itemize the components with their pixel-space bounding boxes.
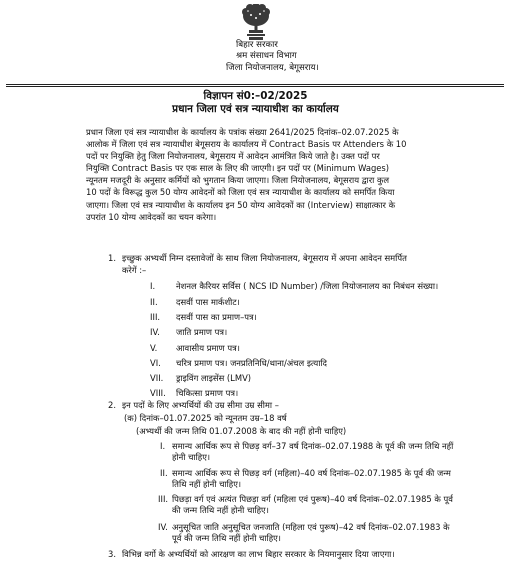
- doc-number: VII.: [150, 373, 164, 383]
- intro-line: उपरांत 10 योग्य आवेदकों का चयन करेगा।: [86, 211, 217, 222]
- doc-item: चरित्र प्रमाण पत्र। जनप्रतिनिधि/थाना/अंचल इत्यादि: [176, 358, 328, 368]
- age-min-label: (क) दिनांक–01.07.2025 को न्यूनतम उम्र–18 वर्ष: [124, 413, 287, 423]
- advertisement-number: विज्ञापन सं0:–02/2025: [203, 90, 308, 102]
- doc-item: जाति प्रमाण पत्र।: [176, 327, 228, 337]
- doc-number: I.: [150, 281, 156, 291]
- doc-item: दसवीं पास मार्कशीट।: [176, 297, 240, 307]
- intro-line: प्रधान जिला एवं सत्र न्यायाधीश के कार्यालय के पत्रांक संख्या 2641/2025 दिनांक–02.07.2025 के: [86, 127, 399, 137]
- doc-number: VI.: [150, 358, 161, 368]
- doc-number: VIII.: [150, 388, 166, 398]
- doc-item: ड्राइविंग लाइसेंस (LMV): [176, 373, 252, 383]
- doc-number: II.: [150, 297, 158, 307]
- intro-line: पदों पर नियुक्ति हेतु जिला नियोजनालय, बेगूसराय में आवेदन आमंत्रित किये जाते है। उक्त पदों पर: [86, 151, 380, 162]
- doc-item: चिकित्सा प्रमाण पत्र।: [176, 388, 239, 398]
- limit-number: IV.: [158, 522, 168, 532]
- header-government: बिहार सरकार: [236, 40, 278, 50]
- header-department: श्रम संसाधन विभाग: [236, 51, 297, 61]
- item2-text: इन पदों के लिए अभ्यर्थियों की उम्र सीमा उम्र सीमा –: [122, 400, 279, 410]
- header-office: जिला नियोजनालय, बेगूसराय।: [226, 63, 319, 73]
- intro-line: न्यूनतम मजदूरी के अनुसार कर्मियों को भुगतान किया जाएगा। जिला नियोजनालय, बेगूसराय द्वारा कुल: [86, 175, 390, 186]
- doc-number: IV.: [150, 327, 160, 337]
- item3-text: विभिन्न वर्गो के अभ्यर्थियों को आरक्षण का लाभ बिहार सरकार के नियमानुसार दिया जाएगा।: [122, 549, 395, 559]
- limit-item: समान्य आर्थिक रूप से पिछड़ वर्ग–37 वर्ष दिनांक–02.07.1988 के पूर्व की जन्म तिथि नहीं: [172, 441, 454, 451]
- doc-number: III.: [150, 312, 161, 322]
- limit-number: I.: [160, 441, 166, 451]
- limit-item: समान्य आर्थिक रूप से पिछड़ वर्ग (महिला)–40 वर्ष दिनांक–02.07.1985 के पूर्व की जन्म: [172, 468, 451, 478]
- limit-item: अनुसूचित जाति अनुसूचित जनजाति (महिला एवं पुरूष)–42 वर्ष दिनांक–02.07.1983 के: [172, 522, 450, 532]
- item-number: 1.: [108, 253, 116, 263]
- header-divider-top: [6, 84, 504, 85]
- advertisement-title: प्रधान जिला एवं सत्र न्यायाधीश का कार्यालय: [172, 103, 339, 115]
- limit-item-cont: तिथि नहीं होनी चाहिए।: [172, 479, 242, 489]
- limit-item-cont: पूर्व की जन्म तिथि नहीं होनी चाहिए।: [172, 533, 281, 543]
- item1-text-cont: करेगें :–: [122, 265, 147, 275]
- limit-item-cont: की जन्म तिथि नहीं होनी चाहिए।: [172, 505, 269, 515]
- intro-line: नियुक्ति Contract Basis पर एक साल के लिए की जाएगी। इन पदों पर (Minimum Wages): [86, 163, 390, 174]
- doc-number: V.: [150, 343, 158, 353]
- limit-number: II.: [160, 468, 168, 478]
- intro-line: जाएगा। जिला एवं सत्र न्यायाधीश के कार्यालय इन 50 योग्य आवेदकों का (Interview) साक्षात्कार के: [86, 199, 395, 210]
- limit-number: III.: [158, 494, 169, 504]
- item-number: 2.: [108, 400, 116, 410]
- age-min-note: (अभ्यर्थी की जन्म तिथि 01.07.2008 के बाद की नहीं होनी चाहिए): [136, 426, 347, 436]
- bihar-emblem-icon: [240, 4, 272, 42]
- limit-item-cont: होनी चाहिए।: [172, 452, 211, 462]
- item-number: 3.: [108, 549, 116, 559]
- intro-line: 10 पदों के विरूद्ध कुल 50 योग्य आवेदनों को जिला एवं सत्र न्यायाधीश के कार्यालय को समर्पित किया: [86, 187, 395, 198]
- intro-line: आलोक में जिला एवं सत्र न्यायाधीश बेगूसराय के कार्यालय में Contract Basis पर Attenders के 10: [86, 139, 407, 150]
- intro-paragraph: [86, 126, 504, 223]
- header-divider-bottom: [6, 86, 504, 87]
- item1-text: इच्छुक अभ्यर्थी निम्न दस्तावेजों के साथ जिला नियोजनालय, बेगूसराय में अपना आवेदन समर्पित: [122, 253, 407, 263]
- doc-item: दसवीं पास का प्रमाण–पत्र।: [176, 312, 257, 322]
- doc-item: नेशनल कैरियर सर्विस ( NCS ID Number) /जिला नियोजनालय का निबंधन संख्या।: [176, 281, 439, 291]
- doc-item: आवासीय प्रमाण पत्र।: [176, 343, 240, 353]
- limit-item: पिछड़ा वर्ग एवं अत्यंत पिछड़ा वर्ग (महिला एवं पुरूष)–40 वर्ष दिनांक–02.07.1985 के पूर्व: [172, 494, 453, 504]
